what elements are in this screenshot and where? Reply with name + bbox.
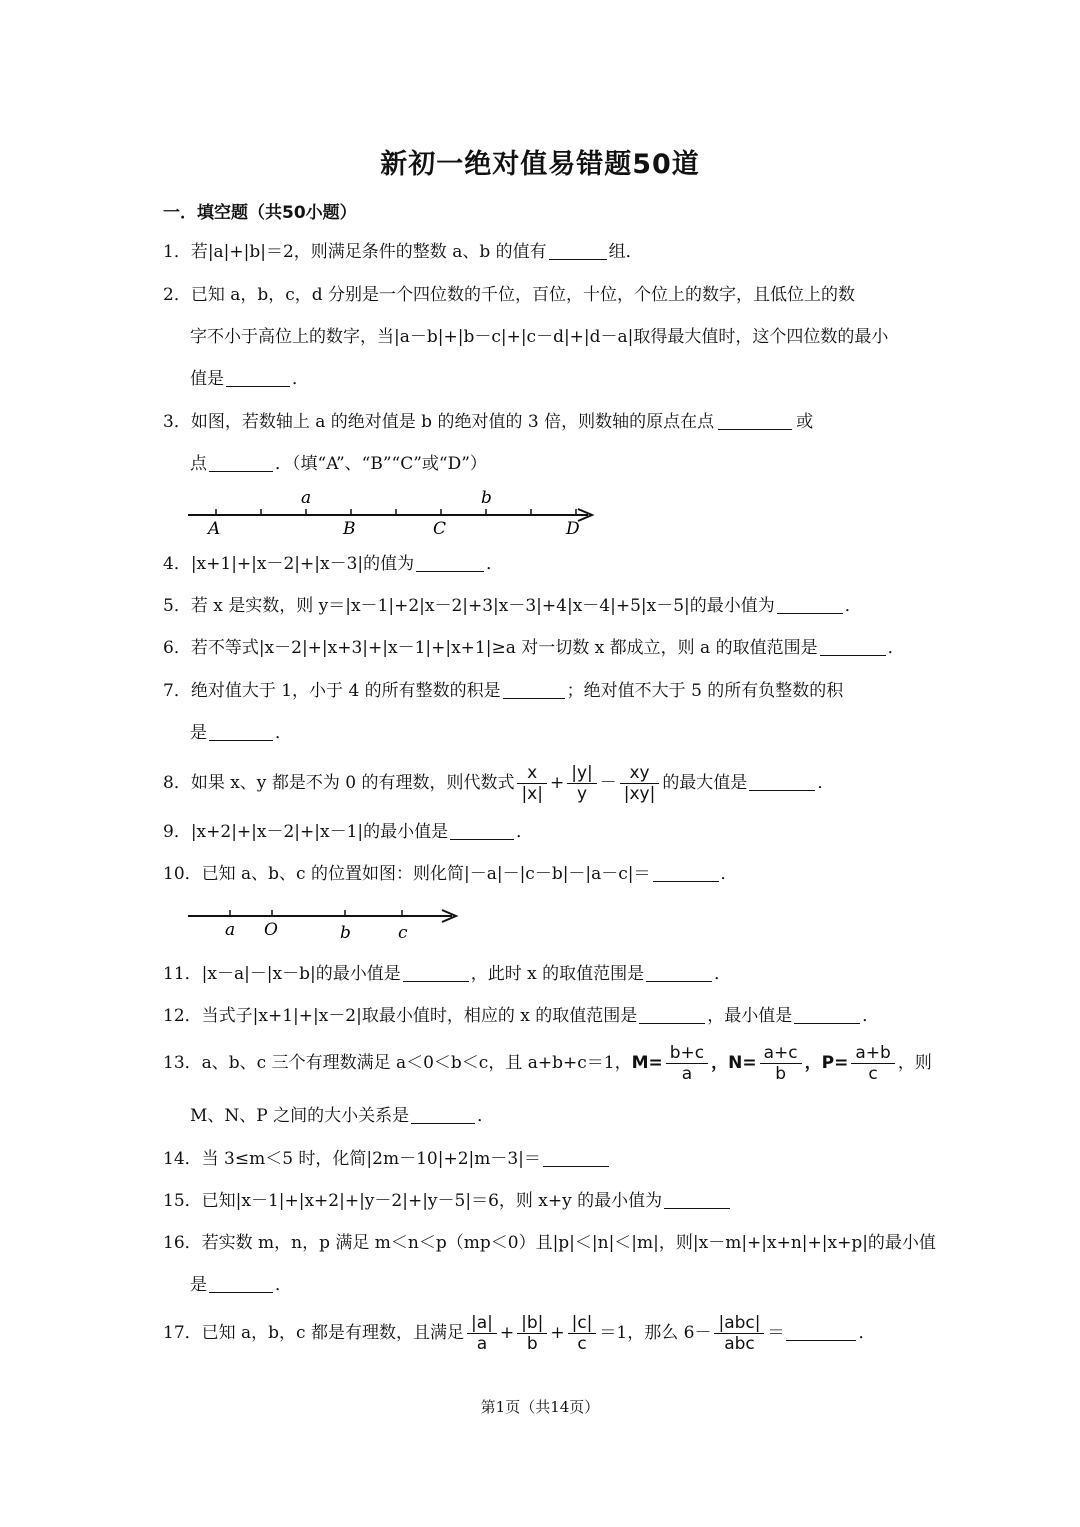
section-heading: 一．填空题（共50小题）: [163, 203, 357, 223]
question-2-line-2: 字不小于高位上的数字，当|a－b|+|b－c|+|c－d|+|d－a|取得最大值时，这个四位数的最小: [190, 327, 889, 347]
number-line-2: [180, 900, 470, 946]
answer-blank: [416, 553, 484, 572]
question-16-line-2: 是 ．: [190, 1275, 292, 1295]
answer-blank: [653, 863, 719, 882]
question-16: 16．若实数 m，n，p 满足 m＜n＜p（mp＜0）且|p|＜|n|＜|m|，则|x－m|+|x+n|+|x+p|的最小值: [163, 1233, 936, 1253]
fraction-abs-a-over-a: $\frac{|a|}{a}$: [467, 1313, 497, 1354]
point-label-a: a: [225, 920, 236, 940]
question-2: 2．已知 a，b，c，d 分别是一个四位数的千位，百位，十位，个位上的数字，且低位上的数: [163, 285, 856, 305]
point-label-c: c: [398, 923, 408, 943]
number-line-1: [180, 484, 610, 544]
answer-blank: [786, 1322, 856, 1341]
answer-blank: [209, 722, 273, 741]
question-6: 6．若不等式|x－2|+|x+3|+|x－1|+|x+1|≥a 对一切数 x 都成立，则 a 的取值范围是 ．: [163, 638, 905, 658]
question-9: 9．|x+2|+|x－2|+|x－1|的最小值是 ．: [163, 822, 534, 842]
page-title: 新初一绝对值易错题50道: [380, 149, 700, 180]
answer-blank: [646, 963, 712, 982]
question-5: 5．若 x 是实数，则 y＝|x－1|+2|x－2|+3|x－3|+4|x－4|+5|x－5|的最小值为 ．: [163, 596, 862, 616]
point-label-b: b: [481, 488, 492, 508]
fraction-M: $\frac{b+c}{a}$: [666, 1043, 708, 1084]
question-8: 8．如果 x、y 都是不为 0 的有理数，则代数式 $\frac{x}{|x|}$ + $\frac{|y|}{y}$ － $\frac{xy}{|xy|}$ 的最大值是 ．: [163, 763, 835, 804]
question-17: 17．已知 a，b，c 都是有理数，且满足 $\frac{|a|}{a}$ + $\frac{|b|}{b}$ + $\frac{|c|}{c}$ ＝1，那么 6－ $\frac{\text{|abc|}}{\text{abc}}$ ＝ ．: [163, 1313, 876, 1354]
answer-blank: [226, 368, 290, 387]
answer-blank: [450, 821, 514, 840]
answer-blank: [794, 1005, 860, 1024]
fraction-xy-over-abs-xy: $\frac{xy}{|xy|}$: [620, 763, 660, 804]
question-2-line-3: 值是 ．: [190, 369, 309, 389]
question-12: 12．当式子|x+1|+|x－2|取最小值时，相应的 x 的取值范围是 ，最小值是 ．: [163, 1006, 880, 1026]
answer-blank: [639, 1005, 705, 1024]
point-label-C: C: [433, 519, 447, 539]
point-label-origin: O: [264, 920, 278, 940]
answer-blank: [664, 1190, 730, 1209]
question-14: 14．当 3≤m＜5 时，化简|2m－10|+2|m－3|＝: [163, 1147, 611, 1171]
fraction-abs-abc-over-abc: $\frac{\text{|abc|}}{\text{abc}}$: [714, 1313, 764, 1354]
page-footer: 第1页（共14页）: [480, 1398, 600, 1416]
fraction-abs-y-over-y: $\frac{|y|}{y}$: [567, 763, 597, 804]
point-label-A: A: [208, 519, 221, 539]
answer-blank: [209, 1274, 273, 1293]
answer-blank: [543, 1148, 609, 1167]
answer-blank: [749, 772, 815, 791]
answer-blank: [209, 453, 273, 472]
answer-blank: [411, 1105, 475, 1124]
question-3-line-2: 点 ．（填“A”、“B”“C”或“D”）: [190, 454, 487, 474]
answer-blank: [718, 411, 792, 430]
answer-blank: [503, 680, 565, 699]
question-11: 11．|x－a|－|x－b|的最小值是 ，此时 x 的取值范围是 ．: [163, 964, 732, 984]
question-13: 13．a、b、c 三个有理数满足 a＜0＜b＜c，且 a+b+c＝1，M= $\frac{b+c}{a}$ ，N= $\frac{a+c}{b}$ ，P= $\frac{a+b}{c}$ ，则: [163, 1043, 932, 1084]
question-15: 15．已知|x－1|+|x+2|+|y－2|+|y－5|＝6，则 x+y 的最小值为: [163, 1189, 732, 1213]
answer-blank: [549, 241, 607, 260]
fraction-x-over-abs-x: $\frac{x}{|x|}$: [517, 763, 547, 804]
question-1: 1．若|a|+|b|＝2，则满足条件的整数 a、b 的值有 组．: [163, 242, 643, 262]
answer-blank: [403, 963, 469, 982]
point-label-B: B: [343, 519, 356, 539]
question-3: 3．如图，若数轴上 a 的绝对值是 b 的绝对值的 3 倍，则数轴的原点在点 或: [163, 412, 814, 432]
point-label-a: a: [301, 488, 312, 508]
question-7-line-2: 是 ．: [190, 723, 292, 743]
question-4: 4．|x+1|+|x－2|+|x－3|的值为 ．: [163, 554, 504, 574]
fraction-abs-c-over-c: $\frac{|c|}{c}$: [568, 1313, 597, 1354]
question-10: 10．已知 a、b、c 的位置如图：则化简|－a|－|c－b|－|a－c|＝ ．: [163, 864, 738, 884]
point-label-D: D: [566, 519, 580, 539]
question-7: 7．绝对值大于 1，小于 4 的所有整数的积是 ；绝对值不大于 5 的所有负整数的积: [163, 681, 844, 701]
fraction-abs-b-over-b: $\frac{|b|}{b}$: [517, 1313, 547, 1354]
point-label-b: b: [340, 923, 351, 943]
answer-blank: [820, 637, 886, 656]
answer-blank: [777, 595, 843, 614]
fraction-N: $\frac{a+c}{b}$: [760, 1043, 802, 1084]
fraction-P: $\frac{a+b}{c}$: [851, 1043, 894, 1084]
question-13-line-2: M、N、P 之间的大小关系是 ．: [190, 1106, 495, 1126]
